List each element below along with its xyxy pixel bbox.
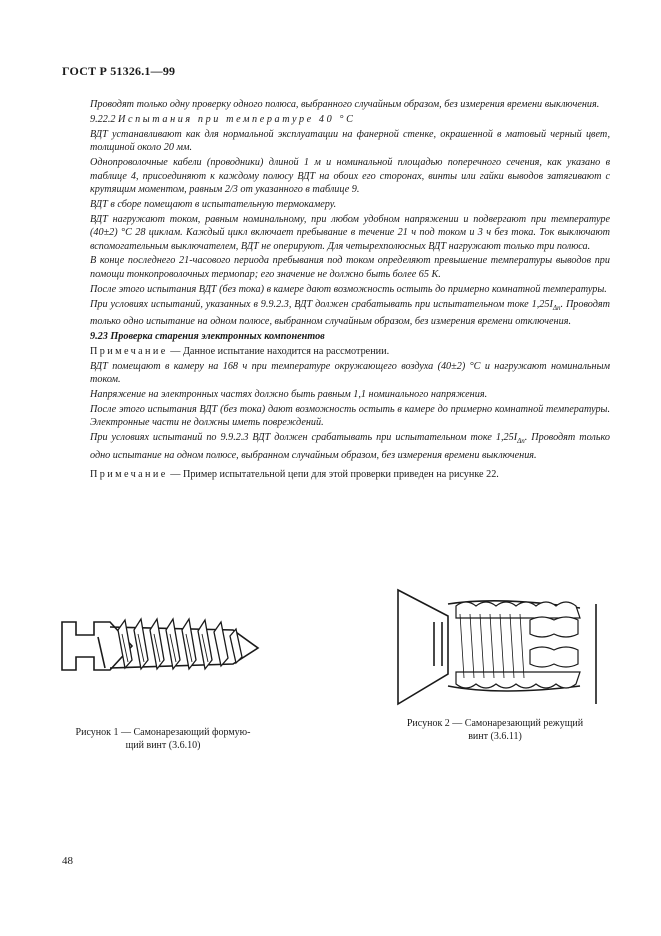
note-label: Примечание [90, 345, 168, 357]
paragraph: Однопроволочные кабели (проводники) длиной 1 м и номинальной площадью поперечного сечения, как указано в таблице 4, присоединяют к каждому полюсу ВДТ на обоих его сторонах, винты или гайки выводов затягивают с крутящим моментом, равным 2/3 от указанного в таблице 9. [90, 157, 610, 195]
section-9-22-2-heading [90, 113, 610, 126]
paragraph: ВДТ устанавливают как для нормальной эксплуатации на фанерной стенке, окрашенной в матовый черный цвет, толщиной около 20 мм. [90, 128, 610, 154]
paragraph: ВДТ в сборе помещают в испытательную термокамеру. [90, 198, 337, 210]
current-subscript: Δn [517, 437, 525, 446]
note-text: — Данное испытание находится на рассмотрении. [167, 345, 390, 357]
caption-line: щий винт (3.6.10) [125, 739, 201, 751]
note-text: — Пример испытательной цепи для этой проверки приведен на рисунке 22. [167, 469, 499, 481]
paragraph [90, 431, 610, 462]
current-symbol: I [513, 432, 518, 444]
body-text [90, 98, 610, 483]
page-number: 48 [62, 855, 73, 867]
paragraph: Напряжение на электронных частях должно быть равным 1,1 номинального напряжения. [90, 389, 488, 401]
current-subscript: Δn [552, 303, 561, 312]
text-run: При условиях испытаний, указанных в 9.9.2.3, ВДТ должен срабатывать при испытательном токе 1,25 [90, 298, 550, 310]
figure-1-screw-drawing [58, 612, 268, 702]
figure-2-caption [385, 718, 605, 743]
paragraph: ВДТ помещают в камеру на 168 ч при температуре окружающего воздуха (40±2) °С и нагружают номинальным током. [90, 360, 610, 386]
note [90, 468, 610, 481]
section-title: Испытания при температуре 40 °С [118, 113, 356, 125]
paragraph: После этого испытания ВДТ (без тока) в камере дают возможность остыть до примерно комнатной температуры. [90, 283, 607, 295]
current-symbol: I [549, 298, 553, 310]
paragraph: В конце последнего 21-часового периода пребывания под током определяют превышение температуры выводов при помощи тонкопроволочных термопар; его значение не должно быть более 65 К. [90, 255, 610, 280]
paragraph: ВДТ нагружают током, равным номинальному, при любом удобном напряжении и подвергают при температуре (40±2) °С 28 циклам. Каждый цикл включает пребывание в течение 21 ч под током и 3 ч без тока. Ток выключают вспомогательным выключателем, ВДТ не оперируют. Для четырехполюсных ВДТ нагружают только три полюса. [90, 213, 610, 252]
section-9-23-heading: 9.23 Проверка старения электронных компонентов [90, 331, 325, 343]
paragraph: Проводят только одну проверку одного полюса, выбранного случайным образом, без измерения времени выключения. [90, 99, 600, 110]
text-run: При условиях испытаний по 9.9.2.3 ВДТ должен срабатывать при испытательном токе 1,25 [90, 432, 514, 444]
caption-line: Рисунок 1 — Самонарезающий формую- [75, 727, 251, 738]
caption-line: Рисунок 2 — Самонарезающий режущий [406, 718, 584, 729]
text-run: . Проводят только одно испытание на одном полюсе, выбранном случайным образом, без измерения времени выключения. [90, 432, 610, 461]
note-label: Примечание [90, 469, 168, 481]
note [90, 345, 610, 358]
figure-2-screw-drawing [390, 586, 610, 711]
document-header: ГОСТ Р 51326.1—99 [62, 64, 176, 78]
figure-1-caption [58, 727, 268, 752]
section-number: 9.22.2 [90, 113, 116, 125]
paragraph: После этого испытания ВДТ (без тока) дают возможность остыть в камере до примерно комнатной температуры. Электронные части не должны иметь повреждений. [90, 404, 610, 429]
text-run: . Проводят только одно испытание на одном полюсе, выбранном случайным образом, без измерения времени отключения. [90, 298, 610, 328]
caption-line: винт (3.6.11) [468, 730, 522, 742]
paragraph [90, 298, 610, 329]
